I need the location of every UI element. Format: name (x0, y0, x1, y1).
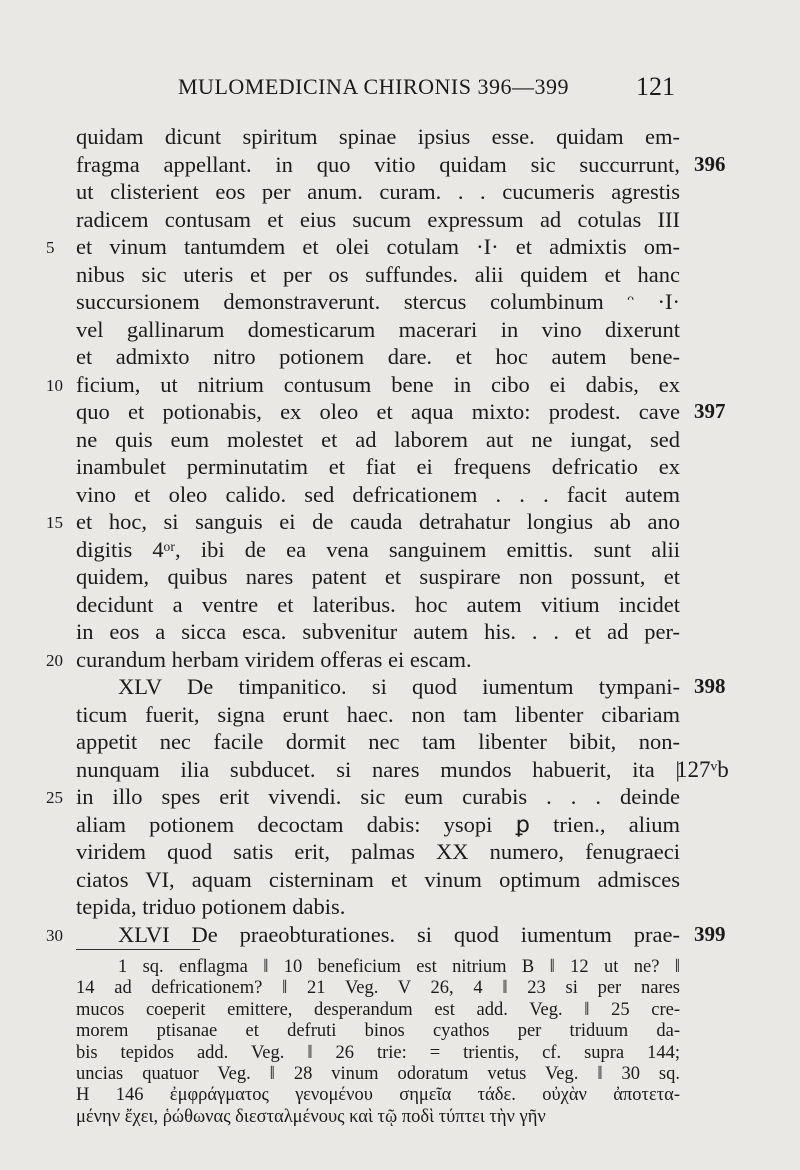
line-text: viridem quod satis erit, palmas XX numero, fenugraeci (76, 839, 680, 864)
page-header (0, 74, 800, 106)
footnote-text: mucos coeperit emittere, desperandum est add. Veg. ‖ 25 cre- (76, 999, 680, 1020)
footnote-text: 14 ad defricationem? ‖ 21 Veg. V 26, 4 ‖ 23 si per nares (76, 978, 680, 999)
line-text: decidunt a ventre et lateribus. hoc autem vitium incidet (76, 591, 680, 617)
footnote-line (0, 1107, 800, 1128)
section-number: 397 (694, 399, 726, 423)
line-text: et admixto nitro potionem dare. et hoc autem bene- (76, 344, 680, 369)
text-line (0, 178, 800, 206)
text-line (0, 728, 800, 756)
text-line (0, 398, 800, 426)
text-line (0, 646, 800, 674)
line-text: XLV De timpanitico. si quod iumentum tympani- (118, 674, 680, 699)
line-text: inambulet perminutatim et fiat ei frequens defricatio ex (76, 454, 680, 479)
line-text: XLVI De praeobturationes. si quod iumentum prae- (118, 921, 680, 947)
footnote-line (0, 1043, 800, 1064)
line-text: succursionem demonstraverunt. stercus columbinum ᵔ ·I· (76, 289, 680, 314)
folio-reference: 127ᵛb (676, 756, 729, 782)
text-line (0, 508, 800, 536)
line-text: nunquam ilia subducet. si nares mundos habuerit, ita | (76, 756, 680, 782)
text-line (0, 838, 800, 866)
footnote-line (0, 1021, 800, 1042)
text-line (0, 316, 800, 344)
footnote-rule (76, 949, 200, 950)
text-line (0, 481, 800, 509)
footnote-text: μένην ἔχει, ῥώθωνας διεσταλμένους καὶ τῷ ποδὶ τύπτει τὴν γῆν (76, 1106, 546, 1127)
text-line (0, 371, 800, 399)
line-text: curandum herbam viridem offeras ei escam. (76, 646, 472, 672)
line-number: 15 (46, 513, 63, 532)
text-line (0, 563, 800, 591)
line-text: ne quis eum molestet et ad laborem aut ne iungat, sed (76, 426, 680, 452)
text-line (0, 261, 800, 289)
text-line (0, 673, 800, 701)
line-text: quidem, quibus nares patent et suspirare non possunt, et (76, 564, 680, 589)
line-text: in illo spes erit vivendi. sic eum curabis . . . deinde (76, 784, 680, 809)
text-line (0, 536, 800, 564)
text-line (0, 811, 800, 839)
line-text: et vinum tantumdem et olei cotulam ·I· et admixtis om- (76, 234, 680, 259)
line-text: tepida, triduo potionem dabis. (76, 894, 346, 919)
text-line (0, 591, 800, 619)
text-line (0, 783, 800, 811)
text-line (0, 756, 800, 784)
line-text: aliam potionem decoctam dabis: ysopi ꝑ trien., alium (76, 811, 680, 837)
footnote-text: morem ptisanae et defruti binos cyathos per triduum da- (76, 1021, 680, 1042)
line-number: 10 (46, 375, 63, 395)
footnote-line (0, 1085, 800, 1106)
footnote-text: H 146 ἐμφράγματος γενομένου σημεῖα τάδε. οὐχὰν ἀποτετα- (76, 1085, 680, 1106)
text-line (0, 206, 800, 234)
footnote-line (0, 1064, 800, 1085)
footnote-text: 1 sq. enflagma ‖ 10 beneficium est nitrium B ‖ 12 ut ne? ‖ (118, 957, 680, 977)
line-text: ticum fuerit, signa erunt haec. non tam libenter cibariam (76, 701, 680, 727)
text-line (0, 343, 800, 371)
line-number: 25 (46, 788, 63, 807)
line-text: vino et oleo calido. sed defricationem . . . facit autem (76, 481, 680, 507)
text-line (0, 921, 800, 949)
section-number: 399 (694, 921, 726, 946)
line-number: 20 (46, 650, 63, 670)
line-text: ficium, ut nitrium contusum bene in cibo ei dabis, ex (76, 371, 680, 397)
line-text: in eos a sicca esca. subvenitur autem his. . . et ad per- (76, 619, 680, 644)
section-number: 398 (694, 674, 726, 698)
text-line (0, 453, 800, 481)
line-text: quidam dicunt spiritum spinae ipsius esse. quidam em- (76, 124, 680, 149)
line-text: appetit nec facile dormit nec tam libenter bibit, non- (76, 729, 680, 754)
text-line (0, 233, 800, 261)
line-text: fragma appellant. in quo vitio quidam sic succurrunt, (76, 151, 680, 177)
footnote-line (0, 957, 800, 978)
text-line (0, 123, 800, 151)
line-text: ciatos VI, aquam cisterninam et vinum optimum admisces (76, 866, 680, 892)
line-number: 5 (46, 238, 55, 257)
line-text: radicem contusam et eius sucum expressum ad cotulas III (76, 206, 680, 232)
text-line (0, 618, 800, 646)
line-text: vel gallinarum domesticarum macerari in vino dixerunt (76, 316, 680, 342)
line-number: 30 (46, 925, 63, 945)
page-number: 121 (636, 72, 675, 101)
text-line (0, 701, 800, 729)
main-text (0, 123, 800, 948)
text-line (0, 866, 800, 894)
text-line (0, 151, 800, 179)
text-line (0, 893, 800, 921)
line-text: et hoc, si sanguis ei de cauda detrahatur longius ab ano (76, 509, 680, 534)
footnote-text: uncias quatuor Veg. ‖ 28 vinum odoratum vetus Veg. ‖ 30 sq. (76, 1063, 680, 1084)
line-text: quo et potionabis, ex oleo et aqua mixto: prodest. cave (76, 399, 680, 424)
section-number: 396 (694, 151, 726, 176)
text-line (0, 426, 800, 454)
line-text: digitis 4ᵒʳ, ibi de ea vena sanguinem emittis. sunt alii (76, 536, 680, 562)
running-title: MULOMEDICINA CHIRONIS 396—399 (178, 74, 569, 99)
line-text: nibus sic uteris et per os suffundes. alii quidem et hanc (76, 261, 680, 287)
footnote-line (0, 978, 800, 999)
critical-apparatus (0, 957, 800, 1128)
line-text: ut clisterient eos per anum. curam. . . cucumeris agrestis (76, 179, 680, 204)
text-line (0, 288, 800, 316)
footnote-text: bis tepidos add. Veg. ‖ 26 trie: = trientis, cf. supra 144; (76, 1042, 680, 1063)
footnote-line (0, 1000, 800, 1021)
